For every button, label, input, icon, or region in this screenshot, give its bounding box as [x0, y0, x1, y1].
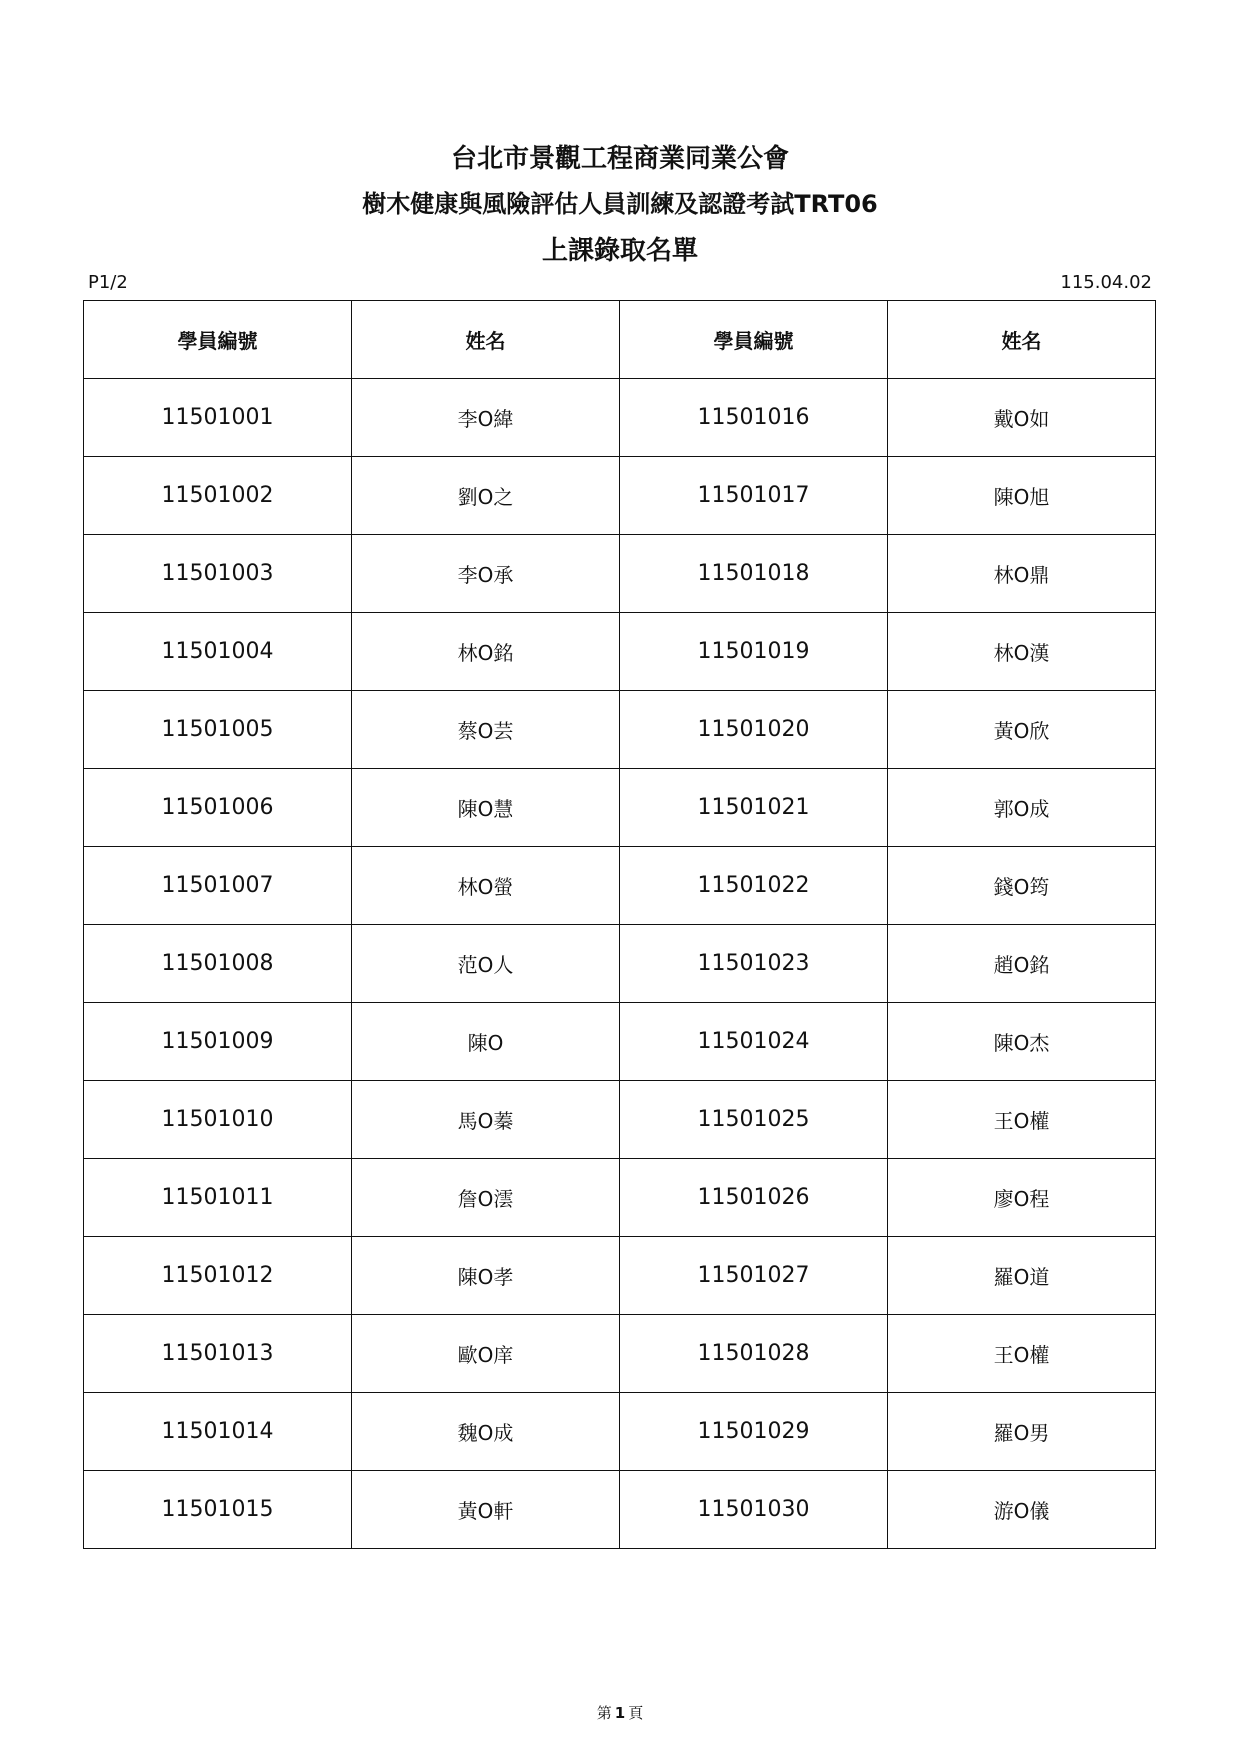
student-id-cell: 11501011	[84, 1159, 352, 1237]
student-name-cell: 廖O程	[888, 1159, 1156, 1237]
student-name-cell: 游O儀	[888, 1471, 1156, 1549]
student-name-cell: 林O漢	[888, 613, 1156, 691]
list-title: 上課錄取名單	[541, 236, 698, 266]
student-id-cell: 11501025	[620, 1081, 888, 1159]
table-row	[84, 1471, 1156, 1549]
student-name-cell: 黃O軒	[352, 1471, 620, 1549]
student-name-cell: 林O鼎	[888, 535, 1156, 613]
footer-prefix: 第	[596, 1704, 612, 1722]
student-name-cell: 陳O杰	[888, 1003, 1156, 1081]
student-id-cell: 11501015	[84, 1471, 352, 1549]
table-row	[84, 1159, 1156, 1237]
student-id-cell: 11501006	[84, 769, 352, 847]
table-row	[84, 769, 1156, 847]
student-id-cell: 11501009	[84, 1003, 352, 1081]
student-id-cell: 11501022	[620, 847, 888, 925]
student-id-cell: 11501030	[620, 1471, 888, 1549]
table-body	[84, 379, 1156, 1549]
table-row	[84, 1237, 1156, 1315]
student-name-cell: 戴O如	[888, 379, 1156, 457]
column-header-student-id: 學員編號	[620, 301, 888, 379]
student-id-cell: 11501019	[620, 613, 888, 691]
student-id-cell: 11501008	[84, 925, 352, 1003]
course-title: 樹木健康與風險評估人員訓練及認證考試TRT06	[362, 190, 878, 218]
student-name-cell: 李O承	[352, 535, 620, 613]
student-id-cell: 11501012	[84, 1237, 352, 1315]
column-header-name: 姓名	[888, 301, 1156, 379]
student-name-cell: 范O人	[352, 925, 620, 1003]
table-row	[84, 1315, 1156, 1393]
student-id-cell: 11501007	[84, 847, 352, 925]
student-id-cell: 11501017	[620, 457, 888, 535]
student-name-cell: 陳O	[352, 1003, 620, 1081]
student-name-cell: 林O銘	[352, 613, 620, 691]
table-row	[84, 379, 1156, 457]
page-indicator: P1/2	[88, 272, 128, 293]
student-id-cell: 11501003	[84, 535, 352, 613]
column-header-student-id: 學員編號	[84, 301, 352, 379]
student-id-cell: 11501005	[84, 691, 352, 769]
student-id-cell: 11501029	[620, 1393, 888, 1471]
student-id-cell: 11501002	[84, 457, 352, 535]
table-row	[84, 691, 1156, 769]
page-footer	[0, 1702, 1240, 1723]
student-id-cell: 11501023	[620, 925, 888, 1003]
table-row	[84, 1393, 1156, 1471]
table-row	[84, 535, 1156, 613]
student-name-cell: 陳O孝	[352, 1237, 620, 1315]
student-id-cell: 11501024	[620, 1003, 888, 1081]
footer-suffix: 頁	[628, 1704, 644, 1722]
student-id-cell: 11501010	[84, 1081, 352, 1159]
student-id-cell: 11501013	[84, 1315, 352, 1393]
student-id-cell: 11501004	[84, 613, 352, 691]
student-name-cell: 趙O銘	[888, 925, 1156, 1003]
organization-title: 台北市景觀工程商業同業公會	[450, 144, 789, 174]
student-name-cell: 錢O筠	[888, 847, 1156, 925]
student-name-cell: 陳O慧	[352, 769, 620, 847]
student-id-cell: 11501026	[620, 1159, 888, 1237]
student-id-cell: 11501001	[84, 379, 352, 457]
student-name-cell: 王O權	[888, 1081, 1156, 1159]
student-name-cell: 黃O欣	[888, 691, 1156, 769]
student-name-cell: 羅O道	[888, 1237, 1156, 1315]
student-name-cell: 劉O之	[352, 457, 620, 535]
student-name-cell: 魏O成	[352, 1393, 620, 1471]
table-row	[84, 613, 1156, 691]
student-name-cell: 李O緯	[352, 379, 620, 457]
table-row	[84, 1003, 1156, 1081]
student-name-cell: 蔡O芸	[352, 691, 620, 769]
student-id-cell: 11501021	[620, 769, 888, 847]
student-id-cell: 11501028	[620, 1315, 888, 1393]
table-row	[84, 847, 1156, 925]
student-name-cell: 王O權	[888, 1315, 1156, 1393]
student-name-cell: 陳O旭	[888, 457, 1156, 535]
admission-roster-table	[83, 300, 1156, 1549]
student-name-cell: 歐O庠	[352, 1315, 620, 1393]
student-name-cell: 郭O成	[888, 769, 1156, 847]
student-id-cell: 11501016	[620, 379, 888, 457]
student-id-cell: 11501014	[84, 1393, 352, 1471]
footer-page-number: 1	[614, 1704, 626, 1722]
table-row	[84, 925, 1156, 1003]
student-id-cell: 11501020	[620, 691, 888, 769]
table-header-row	[84, 301, 1156, 379]
student-id-cell: 11501027	[620, 1237, 888, 1315]
column-header-name: 姓名	[352, 301, 620, 379]
student-id-cell: 11501018	[620, 535, 888, 613]
table-row	[84, 457, 1156, 535]
student-name-cell: 羅O男	[888, 1393, 1156, 1471]
document-date: 115.04.02	[1060, 272, 1152, 293]
table-row	[84, 1081, 1156, 1159]
student-name-cell: 林O螢	[352, 847, 620, 925]
student-name-cell: 詹O澐	[352, 1159, 620, 1237]
student-name-cell: 馬O蓁	[352, 1081, 620, 1159]
